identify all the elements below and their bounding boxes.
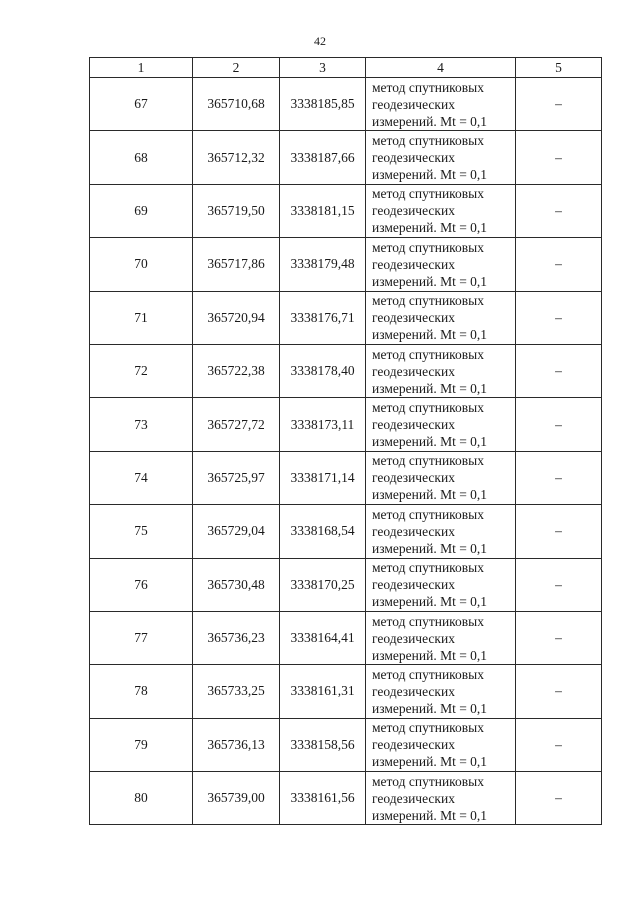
method-line: измерений. Mt = 0,1	[372, 487, 488, 503]
method-line: метод спутниковых	[372, 453, 484, 469]
point-number-cell: 76	[90, 558, 193, 611]
method-cell	[366, 451, 516, 504]
column-header-4: 4	[366, 58, 516, 78]
point-number-cell: 78	[90, 665, 193, 718]
x-coordinate-cell: 365710,68	[193, 78, 280, 131]
note-cell: –	[516, 344, 602, 397]
table-row	[90, 611, 602, 664]
column-header-5: 5	[516, 58, 602, 78]
method-line: геодезических	[372, 310, 455, 326]
method-line: измерений. Mt = 0,1	[372, 327, 488, 343]
method-line: геодезических	[372, 523, 455, 539]
method-cell	[366, 344, 516, 397]
point-number-cell: 68	[90, 131, 193, 184]
x-coordinate-cell: 365739,00	[193, 772, 280, 825]
point-number-cell: 75	[90, 505, 193, 558]
table-row	[90, 291, 602, 344]
y-coordinate-cell: 3338158,56	[280, 718, 366, 771]
coordinates-table	[89, 57, 602, 825]
table-header-row	[90, 58, 602, 78]
method-line: измерений. Mt = 0,1	[372, 434, 488, 450]
note-cell: –	[516, 665, 602, 718]
x-coordinate-cell: 365712,32	[193, 131, 280, 184]
method-line: измерений. Mt = 0,1	[372, 807, 488, 823]
method-cell	[366, 131, 516, 184]
point-number-cell: 74	[90, 451, 193, 504]
column-header-2: 2	[193, 58, 280, 78]
y-coordinate-cell: 3338187,66	[280, 131, 366, 184]
method-line: измерений. Mt = 0,1	[372, 113, 488, 129]
method-line: измерений. Mt = 0,1	[372, 380, 488, 396]
point-number-cell: 72	[90, 344, 193, 397]
method-cell	[366, 611, 516, 664]
method-cell	[366, 772, 516, 825]
x-coordinate-cell: 365719,50	[193, 184, 280, 237]
method-line: геодезических	[372, 96, 455, 112]
x-coordinate-cell: 365733,25	[193, 665, 280, 718]
method-line: геодезических	[372, 203, 455, 219]
point-number-cell: 79	[90, 718, 193, 771]
x-coordinate-cell: 365729,04	[193, 505, 280, 558]
page-number: 42	[314, 34, 326, 48]
x-coordinate-cell: 365722,38	[193, 344, 280, 397]
x-coordinate-cell: 365725,97	[193, 451, 280, 504]
method-line: метод спутниковых	[372, 400, 484, 416]
method-line: метод спутниковых	[372, 506, 484, 522]
method-line: геодезических	[372, 630, 455, 646]
point-number-cell: 69	[90, 184, 193, 237]
method-cell	[366, 665, 516, 718]
point-number-cell: 73	[90, 398, 193, 451]
y-coordinate-cell: 3338178,40	[280, 344, 366, 397]
y-coordinate-cell: 3338176,71	[280, 291, 366, 344]
method-cell	[366, 558, 516, 611]
method-line: измерений. Mt = 0,1	[372, 700, 488, 716]
method-cell	[366, 238, 516, 291]
method-line: метод спутниковых	[372, 133, 484, 149]
x-coordinate-cell: 365717,86	[193, 238, 280, 291]
method-line: метод спутниковых	[372, 720, 484, 736]
table-body	[90, 78, 602, 825]
column-header-1: 1	[90, 58, 193, 78]
method-line: метод спутниковых	[372, 293, 484, 309]
y-coordinate-cell: 3338181,15	[280, 184, 366, 237]
note-cell: –	[516, 772, 602, 825]
note-cell: –	[516, 398, 602, 451]
x-coordinate-cell: 365736,23	[193, 611, 280, 664]
note-cell: –	[516, 131, 602, 184]
table-row	[90, 184, 602, 237]
method-line: геодезических	[372, 363, 455, 379]
x-coordinate-cell: 365730,48	[193, 558, 280, 611]
y-coordinate-cell: 3338179,48	[280, 238, 366, 291]
y-coordinate-cell: 3338168,54	[280, 505, 366, 558]
method-line: измерений. Mt = 0,1	[372, 273, 488, 289]
point-number-cell: 70	[90, 238, 193, 291]
table-row	[90, 451, 602, 504]
note-cell: –	[516, 718, 602, 771]
method-line: метод спутниковых	[372, 186, 484, 202]
note-cell: –	[516, 558, 602, 611]
method-line: метод спутниковых	[372, 79, 484, 95]
point-number-cell: 77	[90, 611, 193, 664]
method-cell	[366, 505, 516, 558]
y-coordinate-cell: 3338161,56	[280, 772, 366, 825]
table-row	[90, 772, 602, 825]
note-cell: –	[516, 611, 602, 664]
method-line: измерений. Mt = 0,1	[372, 220, 488, 236]
method-line: геодезических	[372, 417, 455, 433]
method-line: геодезических	[372, 683, 455, 699]
method-cell	[366, 78, 516, 131]
method-line: измерений. Mt = 0,1	[372, 754, 488, 770]
method-line: метод спутниковых	[372, 346, 484, 362]
table-row	[90, 558, 602, 611]
table-row	[90, 505, 602, 558]
method-line: метод спутниковых	[372, 239, 484, 255]
method-line: метод спутниковых	[372, 560, 484, 576]
y-coordinate-cell: 3338161,31	[280, 665, 366, 718]
x-coordinate-cell: 365720,94	[193, 291, 280, 344]
method-cell	[366, 291, 516, 344]
method-line: метод спутниковых	[372, 613, 484, 629]
method-line: геодезических	[372, 470, 455, 486]
method-line: метод спутниковых	[372, 666, 484, 682]
method-line: измерений. Mt = 0,1	[372, 647, 488, 663]
method-line: измерений. Mt = 0,1	[372, 167, 488, 183]
note-cell: –	[516, 78, 602, 131]
note-cell: –	[516, 184, 602, 237]
table-row	[90, 718, 602, 771]
x-coordinate-cell: 365727,72	[193, 398, 280, 451]
y-coordinate-cell: 3338185,85	[280, 78, 366, 131]
table-row	[90, 665, 602, 718]
method-line: измерений. Mt = 0,1	[372, 594, 488, 610]
note-cell: –	[516, 451, 602, 504]
method-cell	[366, 718, 516, 771]
method-cell	[366, 184, 516, 237]
method-line: геодезических	[372, 790, 455, 806]
y-coordinate-cell: 3338171,14	[280, 451, 366, 504]
table-row	[90, 131, 602, 184]
point-number-cell: 80	[90, 772, 193, 825]
method-line: геодезических	[372, 256, 455, 272]
note-cell: –	[516, 238, 602, 291]
note-cell: –	[516, 291, 602, 344]
point-number-cell: 71	[90, 291, 193, 344]
y-coordinate-cell: 3338164,41	[280, 611, 366, 664]
table-row	[90, 398, 602, 451]
method-line: геодезических	[372, 150, 455, 166]
method-line: метод спутниковых	[372, 773, 484, 789]
y-coordinate-cell: 3338170,25	[280, 558, 366, 611]
column-header-3: 3	[280, 58, 366, 78]
table-row	[90, 78, 602, 131]
note-cell: –	[516, 505, 602, 558]
method-line: измерений. Mt = 0,1	[372, 540, 488, 556]
method-line: геодезических	[372, 577, 455, 593]
point-number-cell: 67	[90, 78, 193, 131]
table-row	[90, 344, 602, 397]
x-coordinate-cell: 365736,13	[193, 718, 280, 771]
y-coordinate-cell: 3338173,11	[280, 398, 366, 451]
table-row	[90, 238, 602, 291]
method-line: геодезических	[372, 737, 455, 753]
method-cell	[366, 398, 516, 451]
